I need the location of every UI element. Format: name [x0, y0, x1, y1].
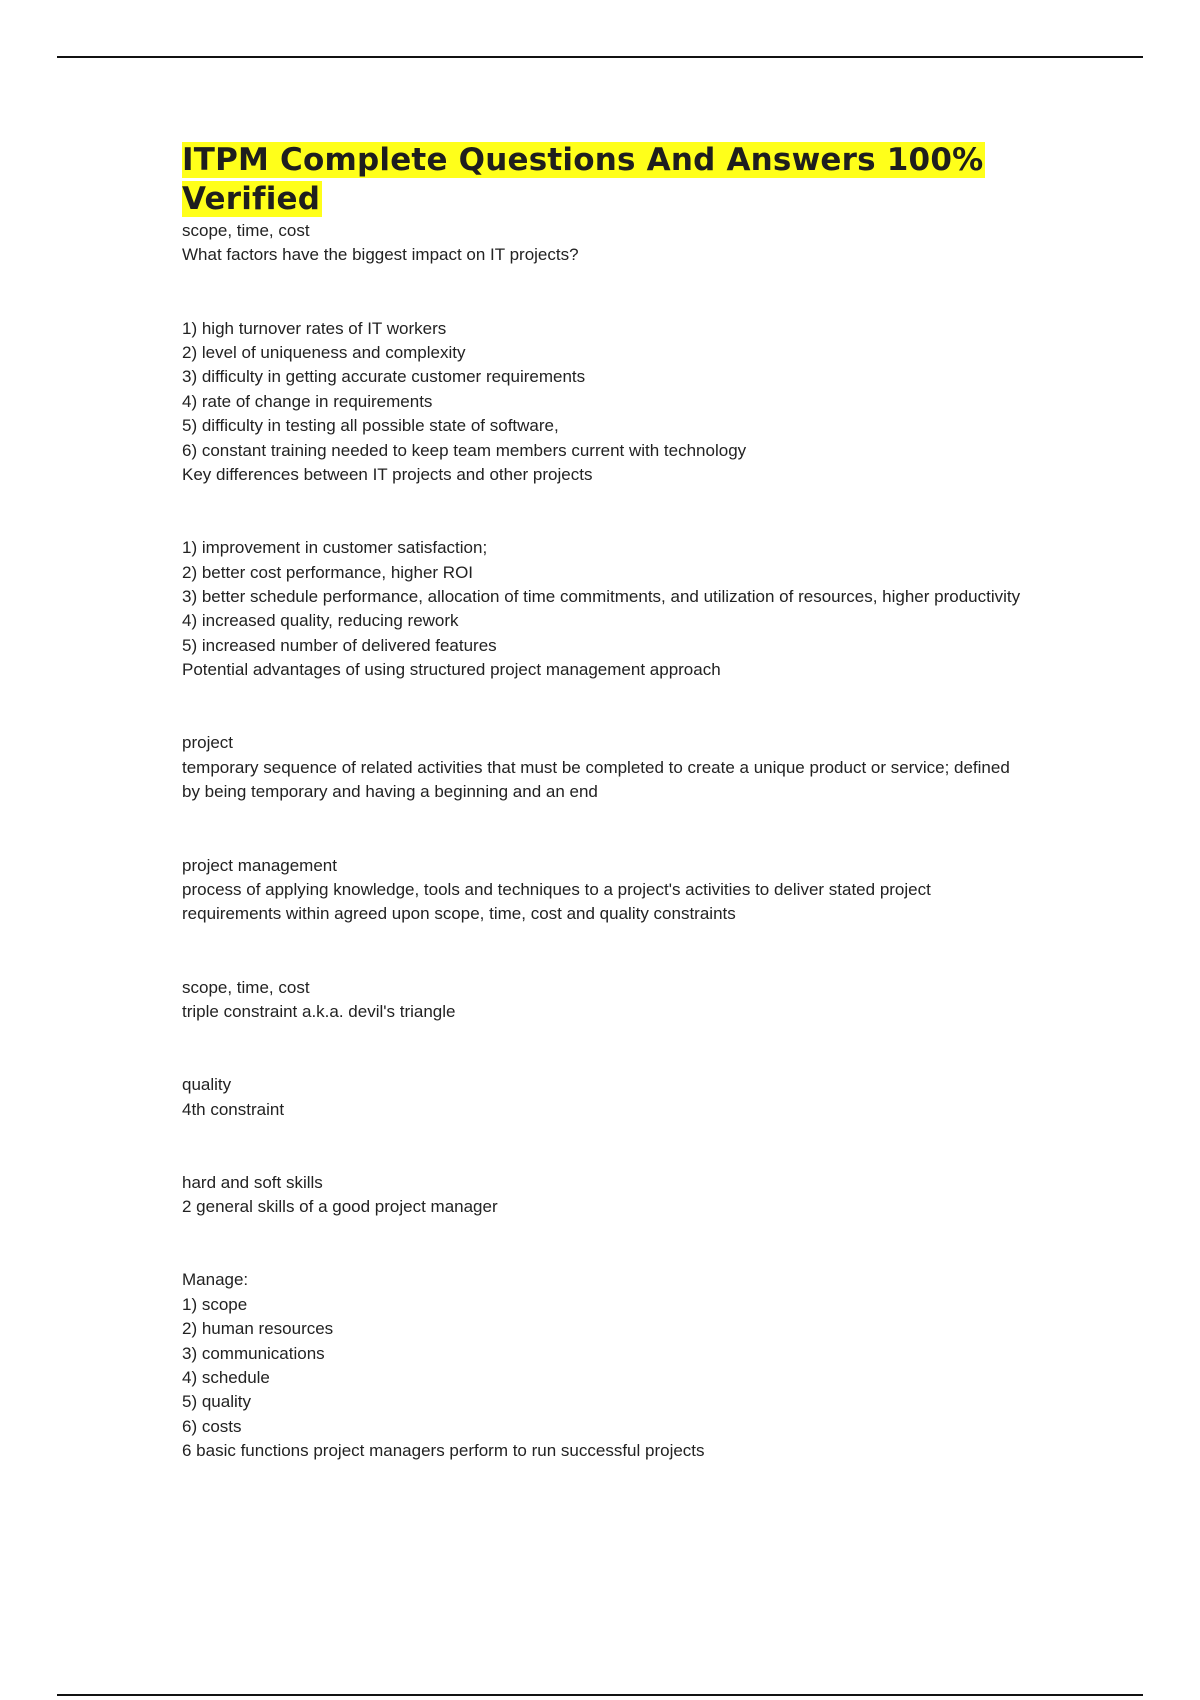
answer-line: 2) level of uniqueness and complexity [182, 343, 466, 363]
answer-line: Manage: [182, 1270, 249, 1290]
answer-line: project [182, 733, 234, 753]
question-line: 6 basic functions project managers perform to run successful projects [182, 1441, 705, 1461]
entry-spacer [182, 805, 1032, 854]
question-line: process of applying knowledge, tools and techniques to a project's activities to deliver stated project requirements within agreed upon scope, time, cost and quality constraints [182, 879, 936, 924]
qa-entry [182, 927, 1032, 1025]
entry-spacer [182, 683, 1032, 732]
answer-line: 3) difficulty in getting accurate customer requirements [182, 367, 586, 387]
answer-line: hard and soft skills [182, 1172, 323, 1192]
entry-spacer [182, 1024, 1032, 1073]
answer-line: 6) constant training needed to keep team members current with technology [182, 440, 747, 460]
answer-line: quality [182, 1075, 232, 1095]
question-line: Potential advantages of using structured project management approach [182, 660, 721, 680]
answer-line: 3) communications [182, 1343, 325, 1363]
qa-entry [182, 683, 1032, 805]
question-line: What factors have the biggest impact on IT projects? [182, 245, 579, 265]
footer-rule [57, 1694, 1143, 1696]
qa-entry [182, 1220, 1032, 1464]
question-line: temporary sequence of related activities that must be completed to create a unique product or service; defined by being temporary and having a beginning and an end [182, 757, 1015, 802]
entry-spacer [182, 487, 1032, 536]
answer-line: 2) better cost performance, higher ROI [182, 562, 474, 582]
answer-line: 4) increased quality, reducing rework [182, 611, 459, 631]
answer-line: 3) better schedule performance, allocation of time commitments, and utilization of resources, higher productivity [182, 587, 1021, 607]
qa-entry [182, 268, 1032, 488]
answer-line: 6) costs [182, 1416, 242, 1436]
qa-entry [182, 487, 1032, 682]
answer-line: 1) improvement in customer satisfaction; [182, 538, 488, 558]
answer-line: 5) increased number of delivered features [182, 635, 497, 655]
qa-entry [182, 219, 1032, 268]
qa-entries [182, 219, 1032, 1464]
answer-line: scope, time, cost [182, 221, 310, 240]
question-line: 2 general skills of a good project manager [182, 1197, 498, 1217]
title-highlight: ITPM Complete Questions And Answers 100% Verified [182, 142, 984, 217]
question-line: Key differences between IT projects and other projects [182, 465, 593, 485]
answer-line: 1) scope [182, 1294, 248, 1314]
document-body [182, 141, 1032, 1464]
answer-line: 2) human resources [182, 1319, 334, 1339]
answer-line: scope, time, cost [182, 977, 310, 997]
qa-entry [182, 1024, 1032, 1122]
entry-spacer [182, 927, 1032, 976]
document-title [182, 141, 1032, 219]
answer-line: 1) high turnover rates of IT workers [182, 318, 447, 338]
answer-line: 4) rate of change in requirements [182, 391, 433, 411]
entry-spacer [182, 1220, 1032, 1269]
entry-spacer [182, 1122, 1032, 1171]
qa-entry [182, 805, 1032, 927]
answer-line: 5) quality [182, 1392, 251, 1412]
header-rule [57, 56, 1143, 58]
entry-spacer [182, 268, 1032, 317]
answer-line: project management [182, 855, 337, 875]
qa-entry [182, 1122, 1032, 1220]
answer-line: 4) schedule [182, 1367, 270, 1387]
answer-line: 5) difficulty in testing all possible state of software, [182, 416, 559, 436]
question-line: triple constraint a.k.a. devil's triangle [182, 1001, 456, 1021]
question-line: 4th constraint [182, 1099, 285, 1119]
